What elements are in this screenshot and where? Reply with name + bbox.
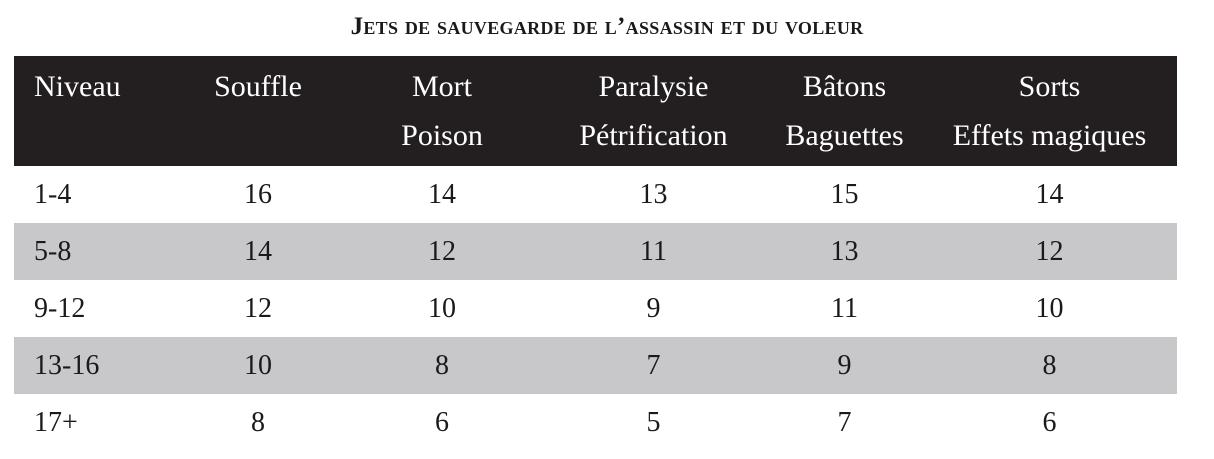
cell-souffle: 12	[244, 292, 272, 324]
table-title: Jets de sauvegarde de l’assassin et du voleur	[350, 13, 864, 40]
cell-sorts-effets-magiques: 10	[1035, 292, 1064, 324]
cell-niveau: 17+	[34, 406, 78, 438]
header-batons-baguettes: Bâtons Baguettes	[785, 70, 904, 152]
cell-sorts-effets-magiques: 12	[1035, 235, 1064, 267]
header-souffle: Souffle	[214, 70, 302, 103]
header-niveau: Niveau	[34, 70, 121, 103]
table-row	[14, 394, 1177, 451]
cell-niveau: 5-8	[34, 235, 72, 267]
cell-batons-baguettes: 7	[837, 406, 852, 438]
cell-mort-poison: 8	[435, 349, 449, 381]
table-header	[14, 56, 1177, 166]
cell-mort-poison: 6	[435, 406, 449, 438]
table-row	[14, 337, 1177, 394]
cell-mort-poison: 12	[428, 235, 456, 267]
cell-batons-baguettes: 9	[837, 349, 852, 381]
table-body	[14, 166, 1177, 451]
header-row	[14, 56, 1177, 166]
cell-souffle: 16	[244, 178, 272, 210]
cell-mort-poison: 10	[428, 292, 456, 324]
table-row	[14, 280, 1177, 337]
cell-niveau: 1-4	[34, 178, 72, 210]
cell-paralysie-petrification: 13	[639, 178, 668, 210]
cell-paralysie-petrification: 9	[646, 292, 661, 324]
table-row	[14, 223, 1177, 280]
cell-batons-baguettes: 15	[830, 178, 859, 210]
cell-sorts-effets-magiques: 6	[1042, 406, 1057, 438]
saving-throws-table	[14, 56, 1177, 451]
cell-paralysie-petrification: 5	[646, 406, 661, 438]
cell-souffle: 10	[244, 349, 272, 381]
header-paralysie-petrification: Paralysie Pétrification	[579, 70, 728, 152]
header-sorts-effets-magiques: Sorts Effets magiques	[952, 70, 1147, 152]
cell-paralysie-petrification: 11	[640, 235, 667, 267]
cell-souffle: 14	[244, 235, 272, 267]
cell-sorts-effets-magiques: 8	[1042, 349, 1057, 381]
cell-mort-poison: 14	[428, 178, 456, 210]
cell-sorts-effets-magiques: 14	[1035, 178, 1064, 210]
cell-batons-baguettes: 13	[830, 235, 859, 267]
header-mort-poison: Mort Poison	[401, 70, 483, 152]
cell-paralysie-petrification: 7	[646, 349, 661, 381]
cell-niveau: 13-16	[34, 349, 100, 381]
table-row	[14, 166, 1177, 223]
cell-batons-baguettes: 11	[831, 292, 858, 324]
cell-niveau: 9-12	[34, 292, 86, 324]
cell-souffle: 8	[251, 406, 265, 438]
